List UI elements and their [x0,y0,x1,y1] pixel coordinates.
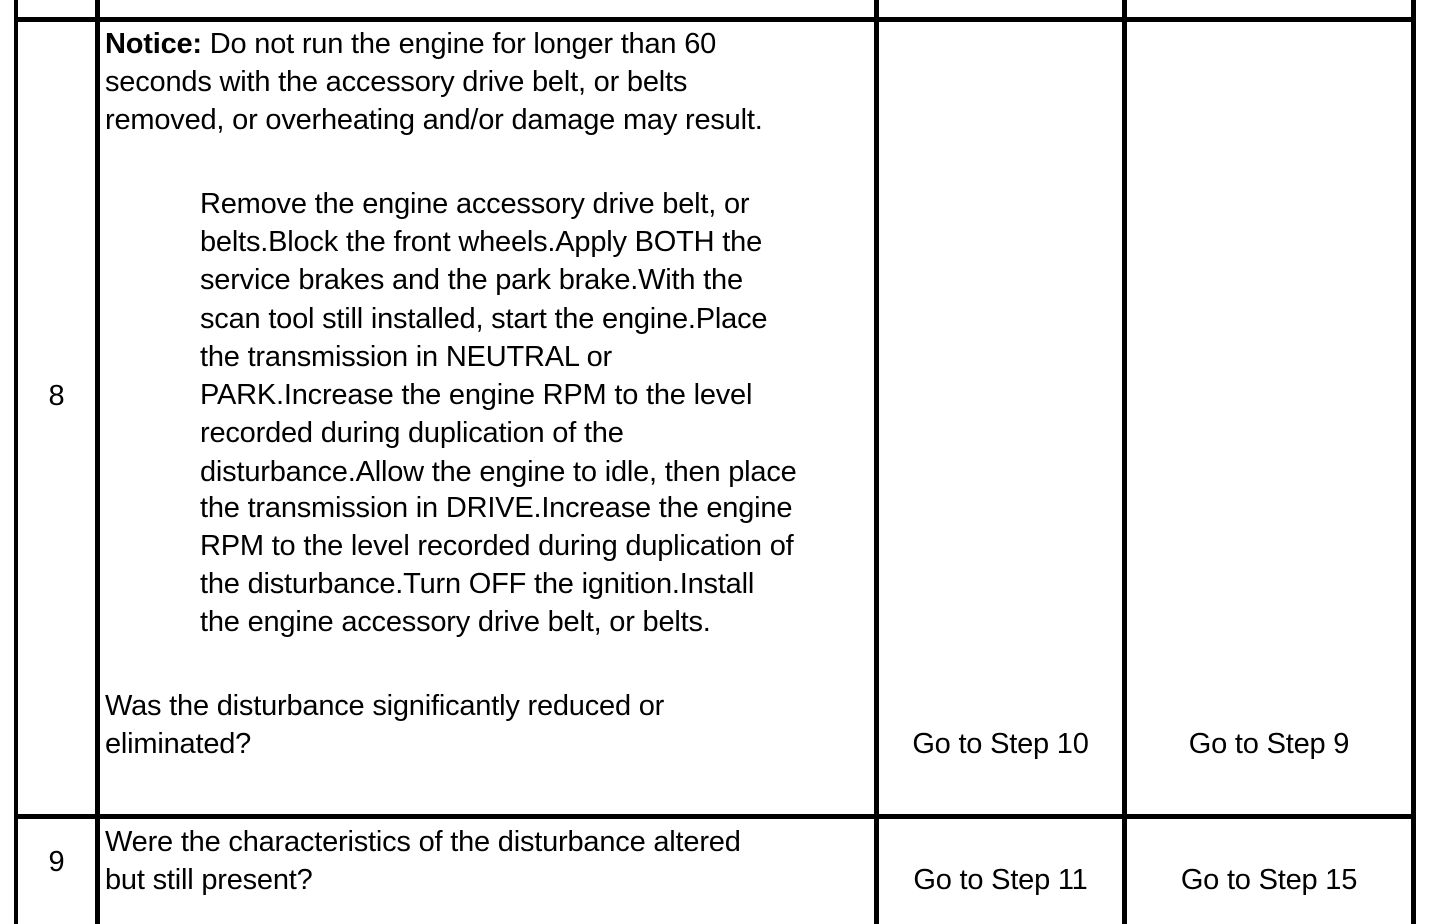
column-divider-step [95,0,100,924]
procedure-line: RPM to the level recorded during duplication of [200,530,794,562]
notice-text: Do not run the engine for longer than 60 [201,28,717,60]
yes-action: Go to Step 11 [913,864,1088,896]
procedure-line: recorded during duplication of the [200,417,624,449]
question-line: eliminated? [105,728,252,760]
procedure-line: scan tool still installed, start the engine.Place [200,303,768,335]
notice-line [105,25,716,63]
yes-action: Go to Step 10 [912,728,1089,760]
column-divider-action [874,0,879,924]
no-action: Go to Step 9 [1188,728,1350,760]
procedure-line: the transmission in DRIVE.Increase the engine [200,492,793,524]
procedure-line: the disturbance.Turn OFF the ignition.Install [200,568,755,600]
question-line: but still present? [105,864,313,896]
step-number: 8 [48,380,65,412]
procedure-line: belts.Block the front wheels.Apply BOTH the [200,226,762,258]
no-action: Go to Step 15 [1180,864,1358,896]
notice-line: seconds with the accessory drive belt, or belts [105,66,688,98]
question-line: Were the characteristics of the disturbance altered [105,826,741,858]
row-divider-top [14,17,1416,22]
notice-line: removed, or overheating and/or damage may result. [105,104,763,136]
question-line: Was the disturbance significantly reduced or [105,690,665,722]
procedure-line: Remove the engine accessory drive belt, or [200,188,750,220]
procedure-line: the engine accessory drive belt, or belts. [200,606,711,638]
row-divider-middle [14,814,1416,819]
procedure-line: disturbance.Allow the engine to idle, then place [200,456,797,488]
procedure-line: PARK.Increase the engine RPM to the level [200,379,753,411]
table-border-right [1411,0,1416,924]
procedure-line: service brakes and the park brake.With the [200,264,743,296]
procedure-line: the transmission in NEUTRAL or [200,341,612,373]
step-number: 9 [48,846,65,878]
column-divider-yes [1122,0,1127,924]
notice-label: Notice: [105,28,202,60]
table-border-left [14,0,18,924]
